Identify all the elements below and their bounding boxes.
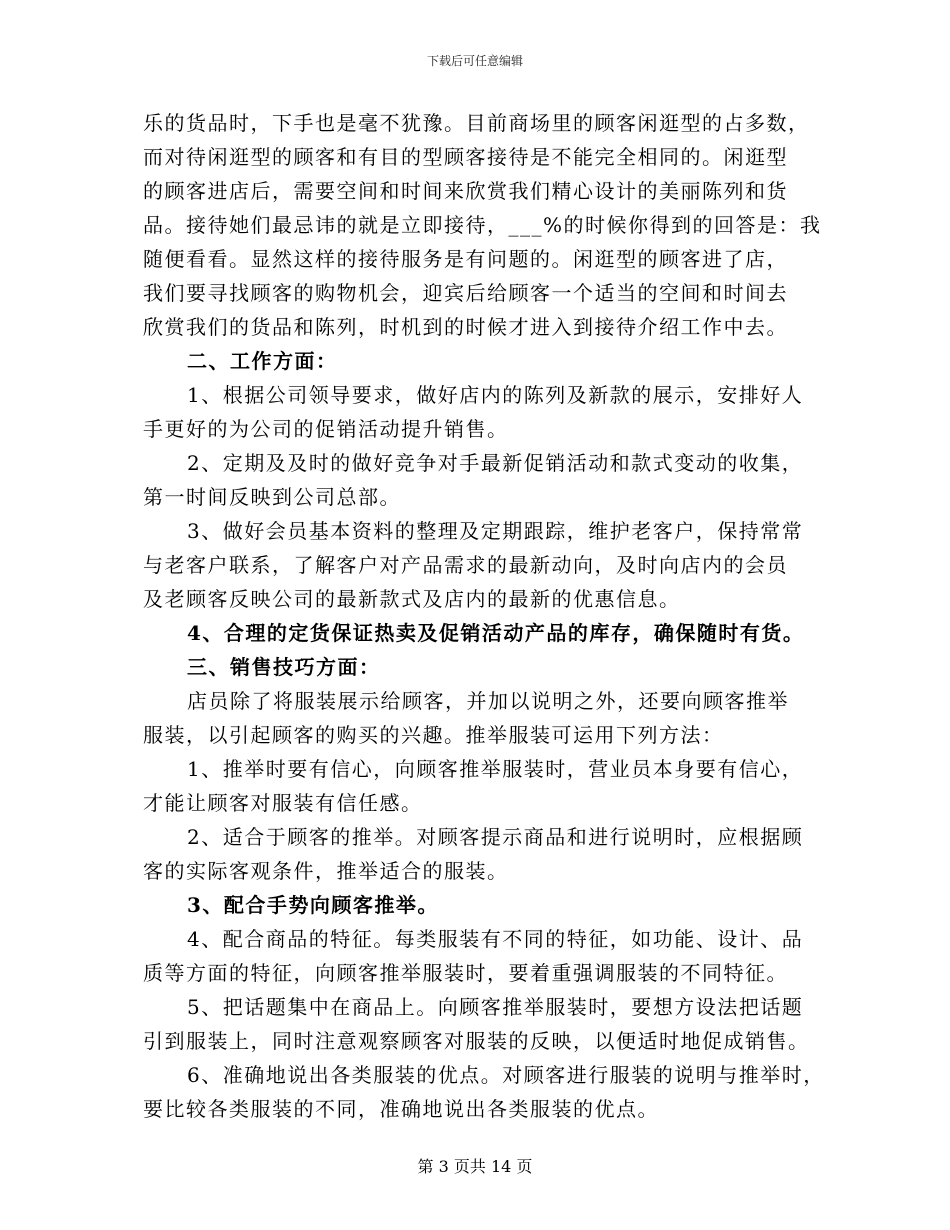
page-footer: 第 3 页共 14 页 [417,1157,533,1176]
paragraph-line: 客的实际客观条件，推举适合的服装。 [143,859,509,883]
paragraph-line: 欣赏我们的货品和陈列，时机到的时候才进入到接待介绍工作中去。 [143,315,788,339]
paragraph-line: 店员除了将服装展示给顾客，并加以说明之外，还要向顾客推举 [187,689,789,713]
paragraph-line: 3、做好会员基本资料的整理及定期跟踪，维护老客户，保持常常 [187,519,804,543]
paragraph-line: 2、适合于顾客的推举。对顾客提示商品和进行说明时，应根据顾 [187,825,804,849]
paragraph-line: 引到服装上，同时注意观察顾客对服装的反映，以便适时地促成销售。 [143,1029,810,1053]
paragraph-line: 品。接待她们最忌讳的就是立即接待，___%的时候你得到的回答是：我 [143,213,822,237]
paragraph-line: 5、把话题集中在商品上。向顾客推举服装时，要想方设法把话题 [187,995,804,1019]
paragraph-line: 乐的货品时，下手也是毫不犹豫。目前商场里的顾客闲逛型的占多数， [143,111,810,135]
paragraph-line: 1、根据公司领导要求，做好店内的陈列及新款的展示，安排好人 [187,383,804,407]
paragraph-line: 2、定期及及时的做好竞争对手最新促销活动和款式变动的收集， [187,451,804,475]
paragraph-line: 的顾客进店后，需要空间和时间来欣赏我们精心设计的美丽陈列和货 [143,179,788,203]
paragraph-line: 第一时间反映到公司总部。 [143,485,401,509]
paragraph-line: 要比较各类服装的不同，准确地说出各类服装的优点。 [143,1097,659,1121]
paragraph-line: 4、配合商品的特征。每类服装有不同的特征，如功能、设计、品 [187,927,804,951]
section-heading-line: 3、配合手势向顾客推举。 [187,893,439,917]
paragraph-line: 我们要寻找顾客的购物机会，迎宾后给顾客一个适当的空间和时间去 [143,281,788,305]
paragraph-line: 6、准确地说出各类服装的优点。对顾客进行服装的说明与推举时， [187,1063,825,1087]
section-heading-line: 二、工作方面： [187,349,338,373]
paragraph-line: 服装，以引起顾客的购买的兴趣。推举服装可运用下列方法： [143,723,724,747]
paragraph-line: 而对待闲逛型的顾客和有目的型顾客接待是不能完全相同的。闲逛型 [143,145,788,169]
page-header: 下载后可任意编辑 [426,54,523,68]
paragraph-line: 手更好的为公司的促销活动提升销售。 [143,417,509,441]
paragraph-line: 及老顾客反映公司的最新款式及店内的最新的优惠信息。 [143,587,681,611]
paragraph-line: 1、推举时要有信心，向顾客推举服装时，营业员本身要有信心， [187,757,804,781]
section-heading-line: 三、销售技巧方面： [187,655,381,679]
paragraph-line: 质等方面的特征，向顾客推举服装时，要着重强调服装的不同特征。 [143,961,788,985]
paragraph-line: 才能让顾客对服装有信任感。 [143,791,423,815]
document-body [143,106,825,1126]
paragraph-line: 随便看看。显然这样的接待服务是有问题的。闲逛型的顾客进了店， [143,247,788,271]
section-heading-line: 4、合理的定货保证热卖及促销活动产品的库存，确保随时有货。 [187,621,805,645]
paragraph-line: 与老客户联系，了解客户对产品需求的最新动向，及时向店内的会员 [143,553,788,577]
